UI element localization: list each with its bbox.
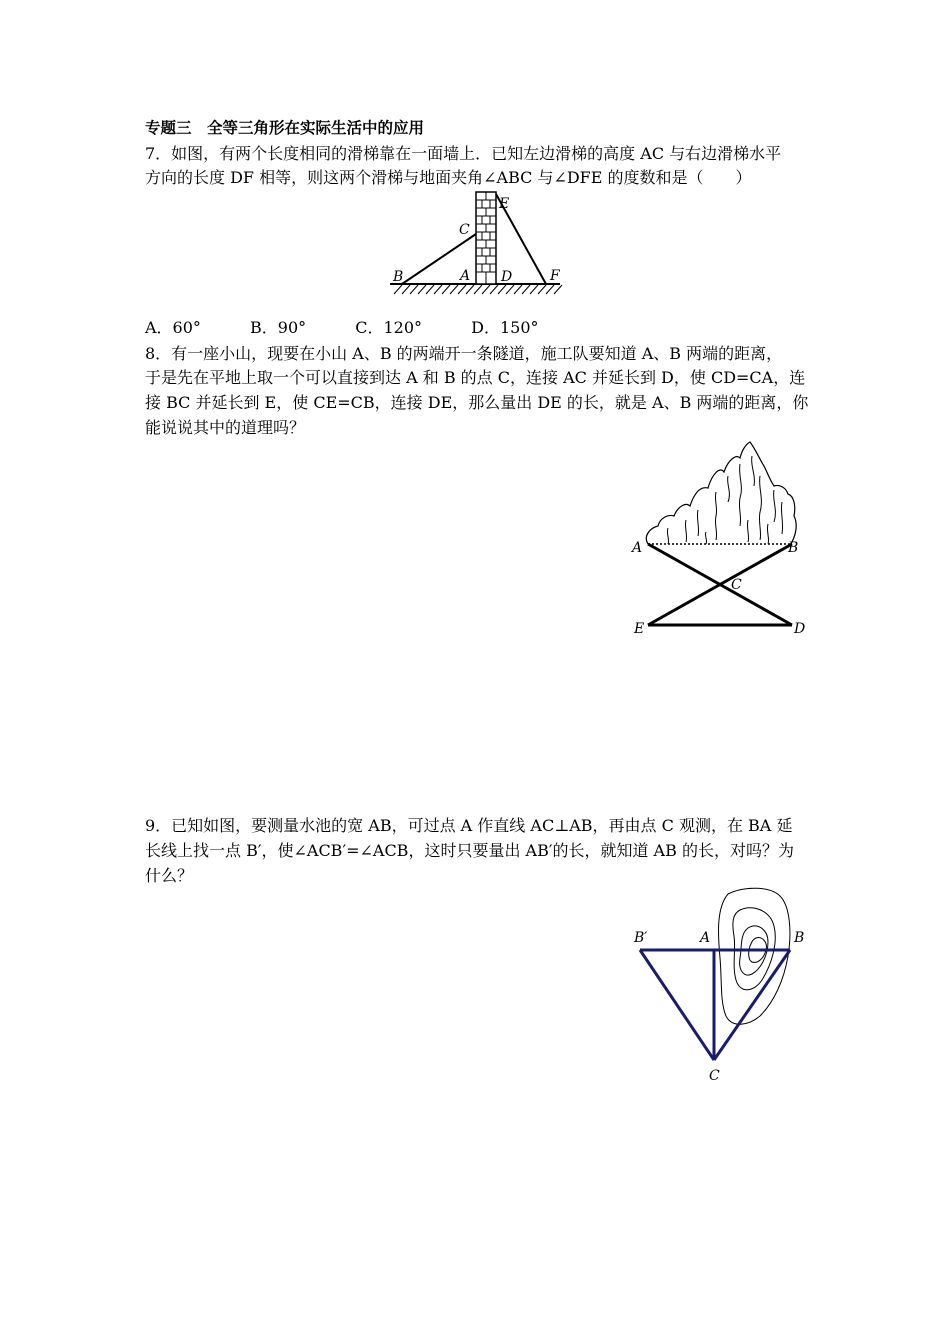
q8-label-C: C [731, 577, 742, 593]
q7-label-F: F [550, 268, 560, 284]
q9-text-line-2: 长线上找一点 B′，使∠ACB′=∠ACB，这时只要量出 AB′的长，就知道 AB 的长，对吗？为 [145, 841, 794, 860]
q9-label-Bprime: B′ [634, 930, 648, 946]
q8-text-line-4: 能说说其中的道理吗？ [145, 418, 306, 437]
q9-label-A: A [700, 930, 711, 946]
section-title: 专题三 全等三角形在实际生活中的应用 [145, 119, 425, 137]
q7-option-a[interactable]: A．60° [145, 318, 201, 337]
q8-label-A: A [632, 540, 643, 556]
q8-text-line-2: 于是先在平地上取一个可以直接到达 A 和 B 的点 C，连接 AC 并延长到 D，使 CD=CA，连 [145, 368, 806, 387]
q7-option-c[interactable]: C．120° [355, 318, 423, 337]
q7-label-D: D [501, 269, 513, 285]
q7-slide-figure [388, 188, 568, 298]
q9-label-C: C [709, 1068, 720, 1084]
q8-label-E: E [634, 621, 645, 637]
q8-label-D: D [794, 621, 806, 637]
q8-mountain-figure [628, 436, 818, 641]
q8-text-line-3: 接 BC 并延长到 E，使 CE=CB，连接 DE，那么量出 DE 的长，就是 A、B 两端的距离，你 [145, 393, 809, 412]
q7-text-line-2: 方向的长度 DF 相等，则这两个滑梯与地面夹角∠ABC 与∠DFE 的度数和是（ ） [145, 168, 752, 187]
q9-text-line-1: 9．已知如图，要测量水池的宽 AB，可过点 A 作直线 AC⊥AB，再由点 C 观测，在 BA 延 [145, 816, 793, 835]
q7-option-b[interactable]: B．90° [250, 318, 307, 337]
q7-label-E: E [499, 196, 510, 212]
q8-text-line-1: 8．有一座小山，现要在小山 A、B 的两端开一条隧道，施工队要知道 A、B 两端的距离， [145, 344, 783, 363]
q9-pond-figure [632, 884, 822, 1084]
q7-label-B: B [393, 269, 404, 285]
q7-label-A: A [460, 268, 471, 284]
q7-text-line-1: 7．如图，有两个长度相同的滑梯靠在一面墙上．已知左边滑梯的高度 AC 与右边滑梯水平 [145, 144, 782, 163]
q9-label-B: B [794, 930, 805, 946]
q7-option-d[interactable]: D．150° [471, 318, 539, 337]
q9-text-line-3: 什么？ [145, 866, 194, 885]
q8-label-B: B [788, 540, 799, 556]
q7-options [145, 316, 583, 340]
q7-label-C: C [459, 222, 470, 238]
